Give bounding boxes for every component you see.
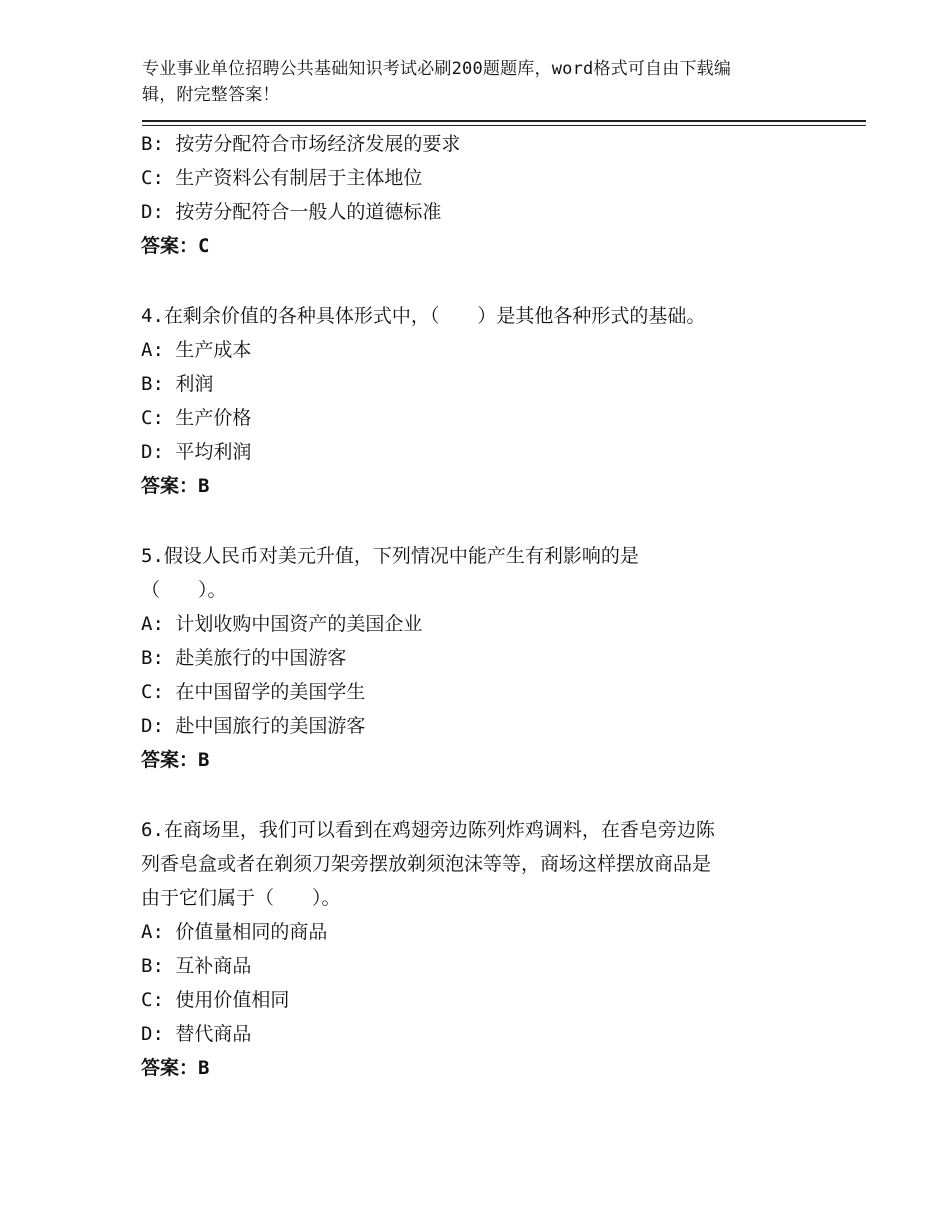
option-a: A: 生产成本: [141, 339, 252, 361]
option-c: C: 使用价值相同: [141, 989, 290, 1011]
option-d: D: 赴中国旅行的美国游客: [141, 715, 366, 737]
header-divider: [142, 120, 866, 126]
option-a: A: 价值量相同的商品: [141, 921, 328, 943]
option-d: D: 替代商品: [141, 1023, 252, 1045]
spacer: [141, 263, 821, 299]
document-header: [142, 56, 782, 108]
header-line-2: 辑，附完整答案！: [142, 85, 280, 105]
answer-label: 答案：B: [141, 749, 210, 771]
option-b: B: 赴美旅行的中国游客: [141, 647, 347, 669]
header-line-1: 专业事业单位招聘公共基础知识考试必刷200题题库，word格式可自由下载编: [142, 59, 732, 79]
question-text: 由于它们属于（ ）。: [141, 887, 341, 909]
question-block-5: [141, 539, 821, 777]
spacer: [141, 777, 821, 813]
answer-label: 答案：B: [141, 475, 210, 497]
question-text: 5.假设人民币对美元升值，下列情况中能产生有利影响的是: [141, 545, 639, 567]
question-block-prev: [141, 127, 821, 263]
question-text: 6.在商场里，我们可以看到在鸡翅旁边陈列炸鸡调料，在香皂旁边陈: [141, 819, 715, 841]
question-block-4: [141, 299, 821, 503]
option-d: D: 平均利润: [141, 441, 252, 463]
option-d: D: 按劳分配符合一般人的道德标准: [141, 201, 442, 223]
question-text: （ ）。: [141, 579, 227, 601]
spacer: [141, 503, 821, 539]
question-block-6: [141, 813, 821, 1085]
option-c: C: 生产价格: [141, 407, 252, 429]
option-c: C: 在中国留学的美国学生: [141, 681, 366, 703]
answer-label: 答案：B: [141, 1057, 210, 1079]
option-a: A: 计划收购中国资产的美国企业: [141, 613, 423, 635]
option-b: B: 利润: [141, 373, 214, 395]
option-c: C: 生产资料公有制居于主体地位: [141, 167, 423, 189]
option-b: B: 互补商品: [141, 955, 252, 977]
option-b: B: 按劳分配符合市场经济发展的要求: [141, 133, 461, 155]
question-text: 4.在剩余价值的各种具体形式中，（ ）是其他各种形式的基础。: [141, 305, 706, 327]
question-text: 列香皂盒或者在剃须刀架旁摆放剃须泡沫等等，商场这样摆放商品是: [141, 853, 712, 875]
answer-label: 答案：C: [141, 235, 210, 257]
question-list: [141, 127, 821, 1085]
